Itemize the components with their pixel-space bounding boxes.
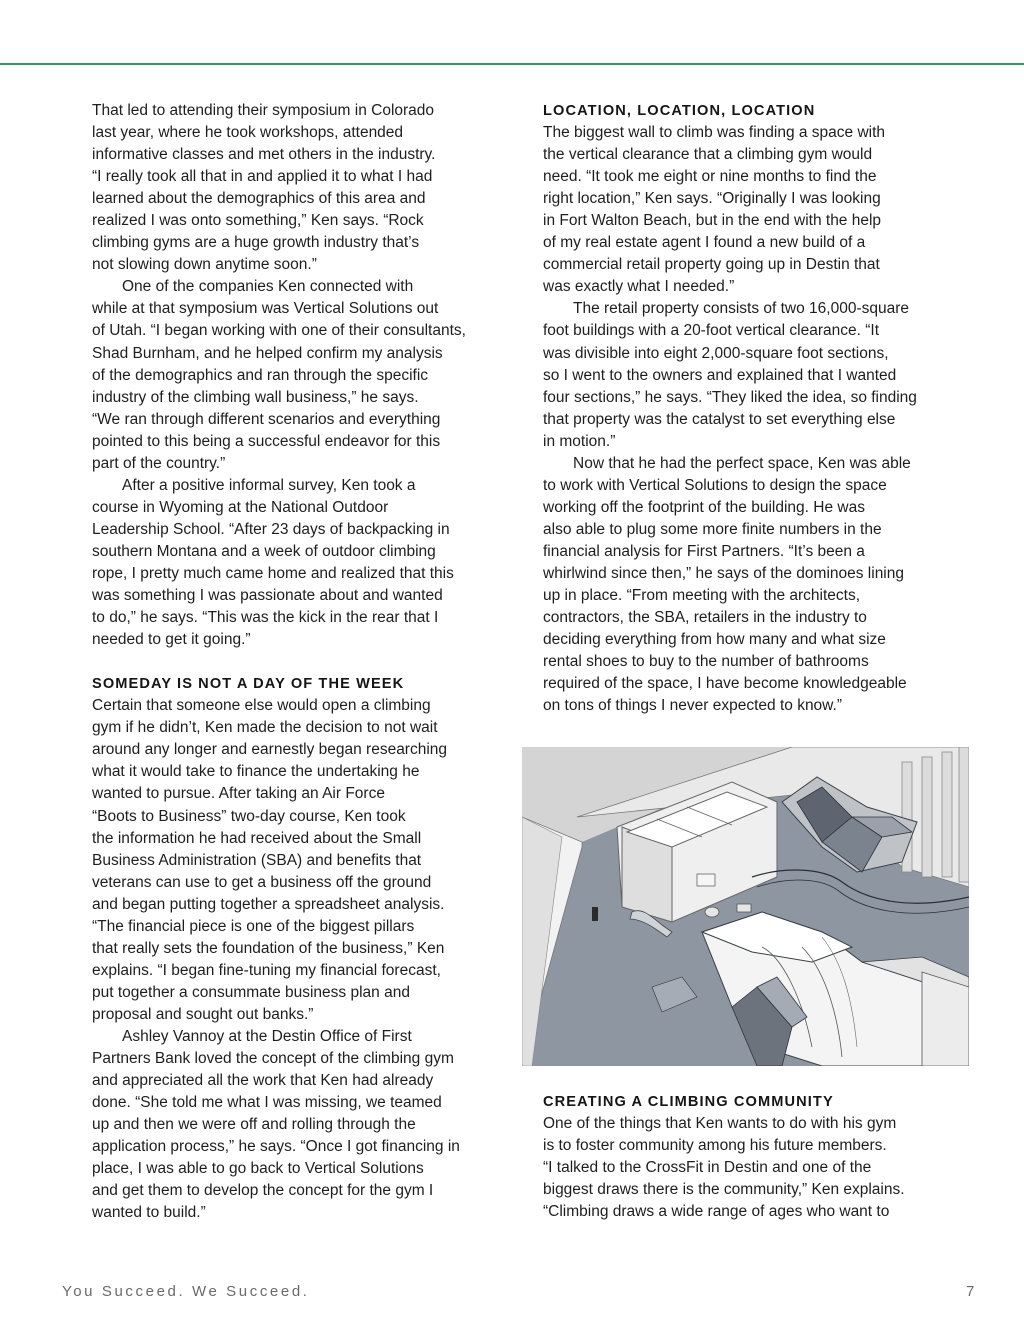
text-line: of Utah. “I began working with one of their consultants, [92,322,466,340]
text-line: foot buildings with a 20-foot vertical clearance. “It [543,322,880,340]
text-line: that really sets the foundation of the business,” Ken [92,939,445,957]
text-line: financial analysis for First Partners. “It’s been a [543,542,865,560]
text-line: “Climbing draws a wide range of ages who want to [543,1203,890,1221]
text-line: the vertical clearance that a climbing gym would [543,146,873,164]
text-line: industry of the climbing wall business,” he says. [92,388,419,406]
text-line: done. “She told me what I was missing, we teamed [92,1094,442,1112]
text-line: Leadership School. “After 23 days of backpacking in [92,520,450,538]
text-line: four sections,” he says. “They liked the idea, so finding [543,388,917,406]
text-line: rope, I pretty much came home and realized that this [92,564,454,582]
text-line: deciding everything from how many and what size [543,631,886,649]
section-heading: CREATING A CLIMBING COMMUNITY [543,1094,834,1110]
text-line: not slowing down anytime soon.” [92,256,317,274]
text-line: that property was the catalyst to set everything else [543,410,896,428]
text-line: was something I was passionate about and wanted [92,587,443,605]
text-line: veterans can use to get a business off the ground [92,873,432,891]
section-heading: LOCATION, LOCATION, LOCATION [543,103,816,119]
text-line: of my real estate agent I found a new build of a [543,234,866,252]
text-line: up in place. “From meeting with the architects, [543,587,861,605]
paragraph [92,475,500,651]
paragraph [543,298,953,452]
text-line: commercial retail property going up in Destin that [543,256,880,274]
text-line: biggest draws there is the community,” Ken explains. [543,1181,905,1199]
text-line: so I went to the owners and explained that I wanted [543,366,897,384]
text-line: proposal and sought out banks.” [92,1005,314,1023]
text-line: application process,” he says. “Once I got financing in [92,1138,460,1156]
text-line: is to foster community among his future members. [543,1137,887,1155]
text-line: on tons of things I never expected to know.” [543,697,842,715]
text-line: needed to get it going.” [92,631,251,649]
text-line: working off the footprint of the building. He was [543,498,865,516]
text-line: Now that he had the perfect space, Ken was able [573,454,911,472]
text-line: The retail property consists of two 16,000-square [573,300,910,318]
text-line: up and then we were off and rolling through the [92,1116,416,1134]
text-line: whirlwind since then,” he says of the dominoes lining [543,564,904,582]
text-line: required of the space, I have become knowledgeable [543,675,907,693]
header-rule [0,63,1024,65]
text-line: explains. “I began fine-tuning my financial forecast, [92,961,441,979]
text-line: in motion.” [543,432,616,450]
text-line: “We ran through different scenarios and everything [92,410,441,428]
text-line: “The financial piece is one of the biggest pillars [92,917,415,935]
paragraph-gap [92,651,500,673]
text-line: After a positive informal survey, Ken took a [122,476,416,494]
text-line: “I really took all that in and applied it to what I had [92,168,433,186]
text-line: pointed to this being a successful endeavor for this [92,432,441,450]
right-column [543,100,953,717]
gym-rendering-image [522,747,969,1066]
text-line: One of the companies Ken connected with [122,278,414,296]
paragraph [543,1113,953,1223]
section-heading: SOMEDAY IS NOT A DAY OF THE WEEK [92,676,405,693]
text-line: part of the country.” [92,454,226,472]
text-line: while at that symposium was Vertical Solutions out [92,300,439,318]
page-number: 7 [966,1283,975,1300]
text-line: also able to plug some more finite numbers in the [543,520,882,538]
text-line: in Fort Walton Beach, but in the end with the help [543,212,882,230]
text-line: last year, where he took workshops, attended [92,124,404,142]
text-line: That led to attending their symposium in Colorado [92,102,435,119]
text-line: realized I was onto something,” Ken says. “Rock [92,212,424,230]
text-line: Certain that someone else would open a climbing [92,697,431,715]
paragraph [92,1026,500,1224]
text-line: learned about the demographics of this area and [92,190,426,208]
text-line: gym if he didn’t, Ken made the decision to not wait [92,719,438,737]
text-line: Ashley Vannoy at the Destin Office of First [122,1027,412,1045]
text-line: around any longer and earnestly began researching [92,741,448,759]
paragraph [92,100,500,276]
text-line: climbing gyms are a huge growth industry that’s [92,234,420,252]
text-line: “Boots to Business” two-day course, Ken took [92,807,406,825]
text-line: One of the things that Ken wants to do with his gym [543,1115,897,1133]
text-line: need. “It took me eight or nine months to find the [543,168,877,186]
text-line: rental shoes to buy to the number of bathrooms [543,653,869,671]
text-line: Business Administration (SBA) and benefits that [92,851,422,869]
paragraph [92,695,500,1026]
text-line: and began putting together a spreadsheet analysis. [92,895,445,913]
text-line: place, I was able to go back to Vertical Solutions [92,1160,424,1178]
text-line: was exactly what I needed.” [543,278,735,296]
text-line: right location,” Ken says. “Originally I was looking [543,190,881,208]
text-line: put together a consummate business plan and [92,983,410,1001]
text-line: and get them to develop the concept for the gym I [92,1182,434,1200]
text-line: to do,” he says. “This was the kick in the rear that I [92,609,439,627]
text-line: and appreciated all the work that Ken had already [92,1072,434,1090]
text-line: to work with Vertical Solutions to design the space [543,476,887,494]
text-line: contractors, the SBA, retailers in the industry to [543,609,867,627]
text-line: “I talked to the CrossFit in Destin and one of the [543,1159,872,1177]
left-column [92,100,500,1224]
text-line: Partners Bank loved the concept of the climbing gym [92,1050,454,1068]
text-line: southern Montana and a week of outdoor climbing [92,542,436,560]
text-line: wanted to pursue. After taking an Air Force [92,785,385,803]
footer-tagline: You Succeed. We Succeed. [62,1283,310,1300]
text-line: informative classes and met others in the industry. [92,146,436,164]
text-line: was divisible into eight 2,000-square foot sections, [543,344,889,362]
text-line: wanted to build.” [92,1204,206,1222]
paragraph [92,276,500,474]
right-column-lower [543,1091,953,1223]
text-line: what it would take to finance the undertaking he [92,763,420,781]
text-line: the information he had received about the Small [92,829,422,847]
text-line: of the demographics and ran through the specific [92,366,429,384]
text-line: course in Wyoming at the National Outdoor [92,498,389,516]
text-line: The biggest wall to climb was finding a space with [543,124,886,142]
paragraph [543,453,953,718]
text-line: Shad Burnham, and he helped confirm my analysis [92,344,443,362]
paragraph [543,122,953,298]
